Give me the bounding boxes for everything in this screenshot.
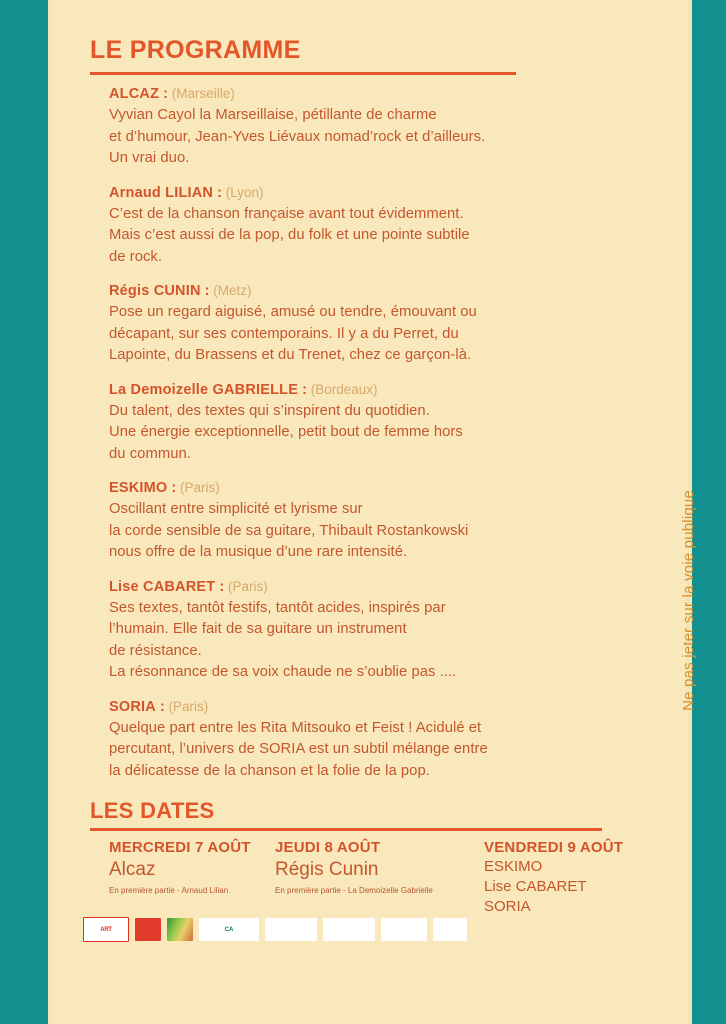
date-column	[484, 838, 644, 917]
artist-description-line: Un vrai duo.	[109, 150, 190, 166]
date-support-act: Lise CABARET	[484, 878, 587, 895]
artist-description-line: l’humain. Elle fait de sa guitare un instrument	[109, 621, 407, 637]
date-day-label: VENDREDI 9 AOÛT	[484, 839, 624, 856]
artist-heading	[109, 183, 609, 203]
france-logo	[433, 918, 467, 941]
artist-description-line: de rock.	[109, 248, 163, 265]
artist-description-line: percutant, l’univers de SORIA est un subtil mélange entre	[109, 741, 488, 757]
artist-description-line: La résonnance de sa voix chaude ne s’oublie pas ....	[109, 664, 457, 680]
legal-notice: Ne pas jeter sur la voie publique	[680, 490, 697, 711]
artist-name: Arnaud LILIAN	[109, 184, 214, 201]
artist-description	[109, 401, 609, 466]
artist-description-line: Quelque part entre les Rita Mitsouko et Feist ! Acidulé et	[109, 719, 482, 736]
date-support-note: En première partie - Arnaud Lilian	[109, 886, 229, 895]
artist-description-line: la corde sensible de sa guitare, Thibault Rostankowski	[109, 522, 469, 539]
left-inner-stripe	[48, 0, 53, 1024]
artist-description-line: Vyvian Cayol la Marseillaise, pétillante de charme	[109, 107, 437, 123]
artist-name: ALCAZ	[109, 86, 160, 102]
artist-block	[109, 380, 609, 466]
date-day-label: JEUDI 8 AOÛT	[275, 839, 381, 856]
artist-description-line: Pose un regard aiguisé, amusé ou tendre, émouvant ou	[109, 304, 477, 320]
orange-logo	[265, 918, 317, 941]
artist-description-line: Du talent, des textes qui s’inspirent du quotidien.	[109, 402, 430, 419]
date-column	[275, 838, 475, 897]
artist-colon: :	[215, 578, 225, 595]
artist-city: (Bordeaux)	[306, 381, 378, 397]
artist-colon: :	[298, 381, 307, 398]
artist-heading	[109, 84, 609, 104]
artist-description-line: Mais c’est aussi de la pop, du folk et une pointe subtile	[109, 227, 470, 243]
artist-description-line: nous offre de la musique d’une rare intensité.	[109, 544, 408, 560]
artist-colon: :	[155, 698, 165, 715]
artist-list	[109, 84, 609, 795]
artist-description-line: Une énergie exceptionnelle, petit bout de femme hors	[109, 424, 463, 440]
artist-colon: :	[159, 86, 168, 102]
left-teal-band	[0, 0, 48, 1024]
credit-agricole-logo: CA	[199, 918, 259, 941]
date-headliner: Régis Cunin	[275, 859, 379, 880]
date-support-note: En première partie - La Demoizelle Gabrielle	[275, 886, 433, 895]
artist-block	[109, 697, 609, 783]
artist-name: SORIA	[109, 698, 156, 715]
grey-logo	[323, 918, 375, 941]
magenta-logo	[381, 918, 427, 941]
artist-heading	[109, 478, 609, 498]
artist-block	[109, 577, 609, 684]
artist-city: (Paris)	[224, 578, 268, 594]
artist-description	[109, 718, 609, 783]
artist-name: Lise CABARET	[109, 578, 216, 595]
artist-block	[109, 478, 609, 564]
programme-rule	[90, 72, 516, 75]
artist-city: (Lyon)	[221, 184, 264, 200]
artist-block	[109, 281, 609, 367]
artist-name: Régis CUNIN	[109, 283, 201, 299]
artist-city: (Marseille)	[168, 86, 235, 101]
artist-block	[109, 84, 609, 170]
dates-rule	[90, 828, 602, 831]
artist-description	[109, 204, 609, 269]
date-headliner: Alcaz	[109, 859, 156, 880]
artist-colon: :	[167, 480, 177, 496]
artist-description-line: C’est de la chanson française avant tout évidemment.	[109, 205, 464, 222]
artist-description-line: de résistance.	[109, 642, 202, 659]
artist-description	[109, 302, 609, 367]
artist-description-line: et d’humour, Jean-Yves Liévaux nomad’rock et d’ailleurs.	[109, 128, 486, 145]
artist-city: (Paris)	[164, 698, 209, 714]
content-column	[88, 0, 624, 1024]
artist-description-line: Lapointe, du Brassens et du Trenet, chez ce garçon-là.	[109, 347, 472, 363]
artist-description-line: la délicatesse de la chanson et la folie de la pop.	[109, 762, 430, 779]
date-column	[109, 838, 289, 897]
artist-heading	[109, 380, 609, 400]
artist-colon: :	[213, 184, 222, 201]
artist-description-line: Ses textes, tantôt festifs, tantôt acides, inspirés par	[109, 599, 446, 616]
artist-description	[109, 105, 609, 170]
red-square-logo	[135, 918, 161, 941]
artist-description-line: décapant, sur ses contemporains. Il y a du Perret, du	[109, 325, 459, 342]
artist-description-line: Oscillant entre simplicité et lyrisme sur	[109, 501, 363, 517]
dates-heading: LES DATES	[90, 798, 215, 823]
date-day-label: MERCREDI 7 AOÛT	[109, 839, 251, 856]
artist-description	[109, 598, 609, 684]
date-support-act: SORIA	[484, 898, 531, 915]
artist-colon: :	[200, 283, 210, 299]
programme-heading: LE PROGRAMME	[90, 36, 301, 64]
artist-heading	[109, 281, 609, 301]
artist-heading	[109, 577, 609, 597]
artist-block	[109, 183, 609, 269]
artist-name: ESKIMO	[109, 480, 168, 496]
artist-city: (Paris)	[176, 480, 220, 495]
sponsor-logo-strip	[83, 917, 467, 942]
date-support-act: ESKIMO	[484, 858, 543, 875]
artist-name: La Demoizelle GABRIELLE	[109, 381, 299, 398]
artist-heading	[109, 697, 609, 717]
art-logo: ART	[83, 917, 129, 942]
artist-description	[109, 499, 609, 564]
right-teal-band	[692, 0, 726, 1024]
photo-logo	[167, 918, 193, 941]
artist-city: (Metz)	[209, 283, 252, 298]
artist-description-line: du commun.	[109, 445, 191, 462]
